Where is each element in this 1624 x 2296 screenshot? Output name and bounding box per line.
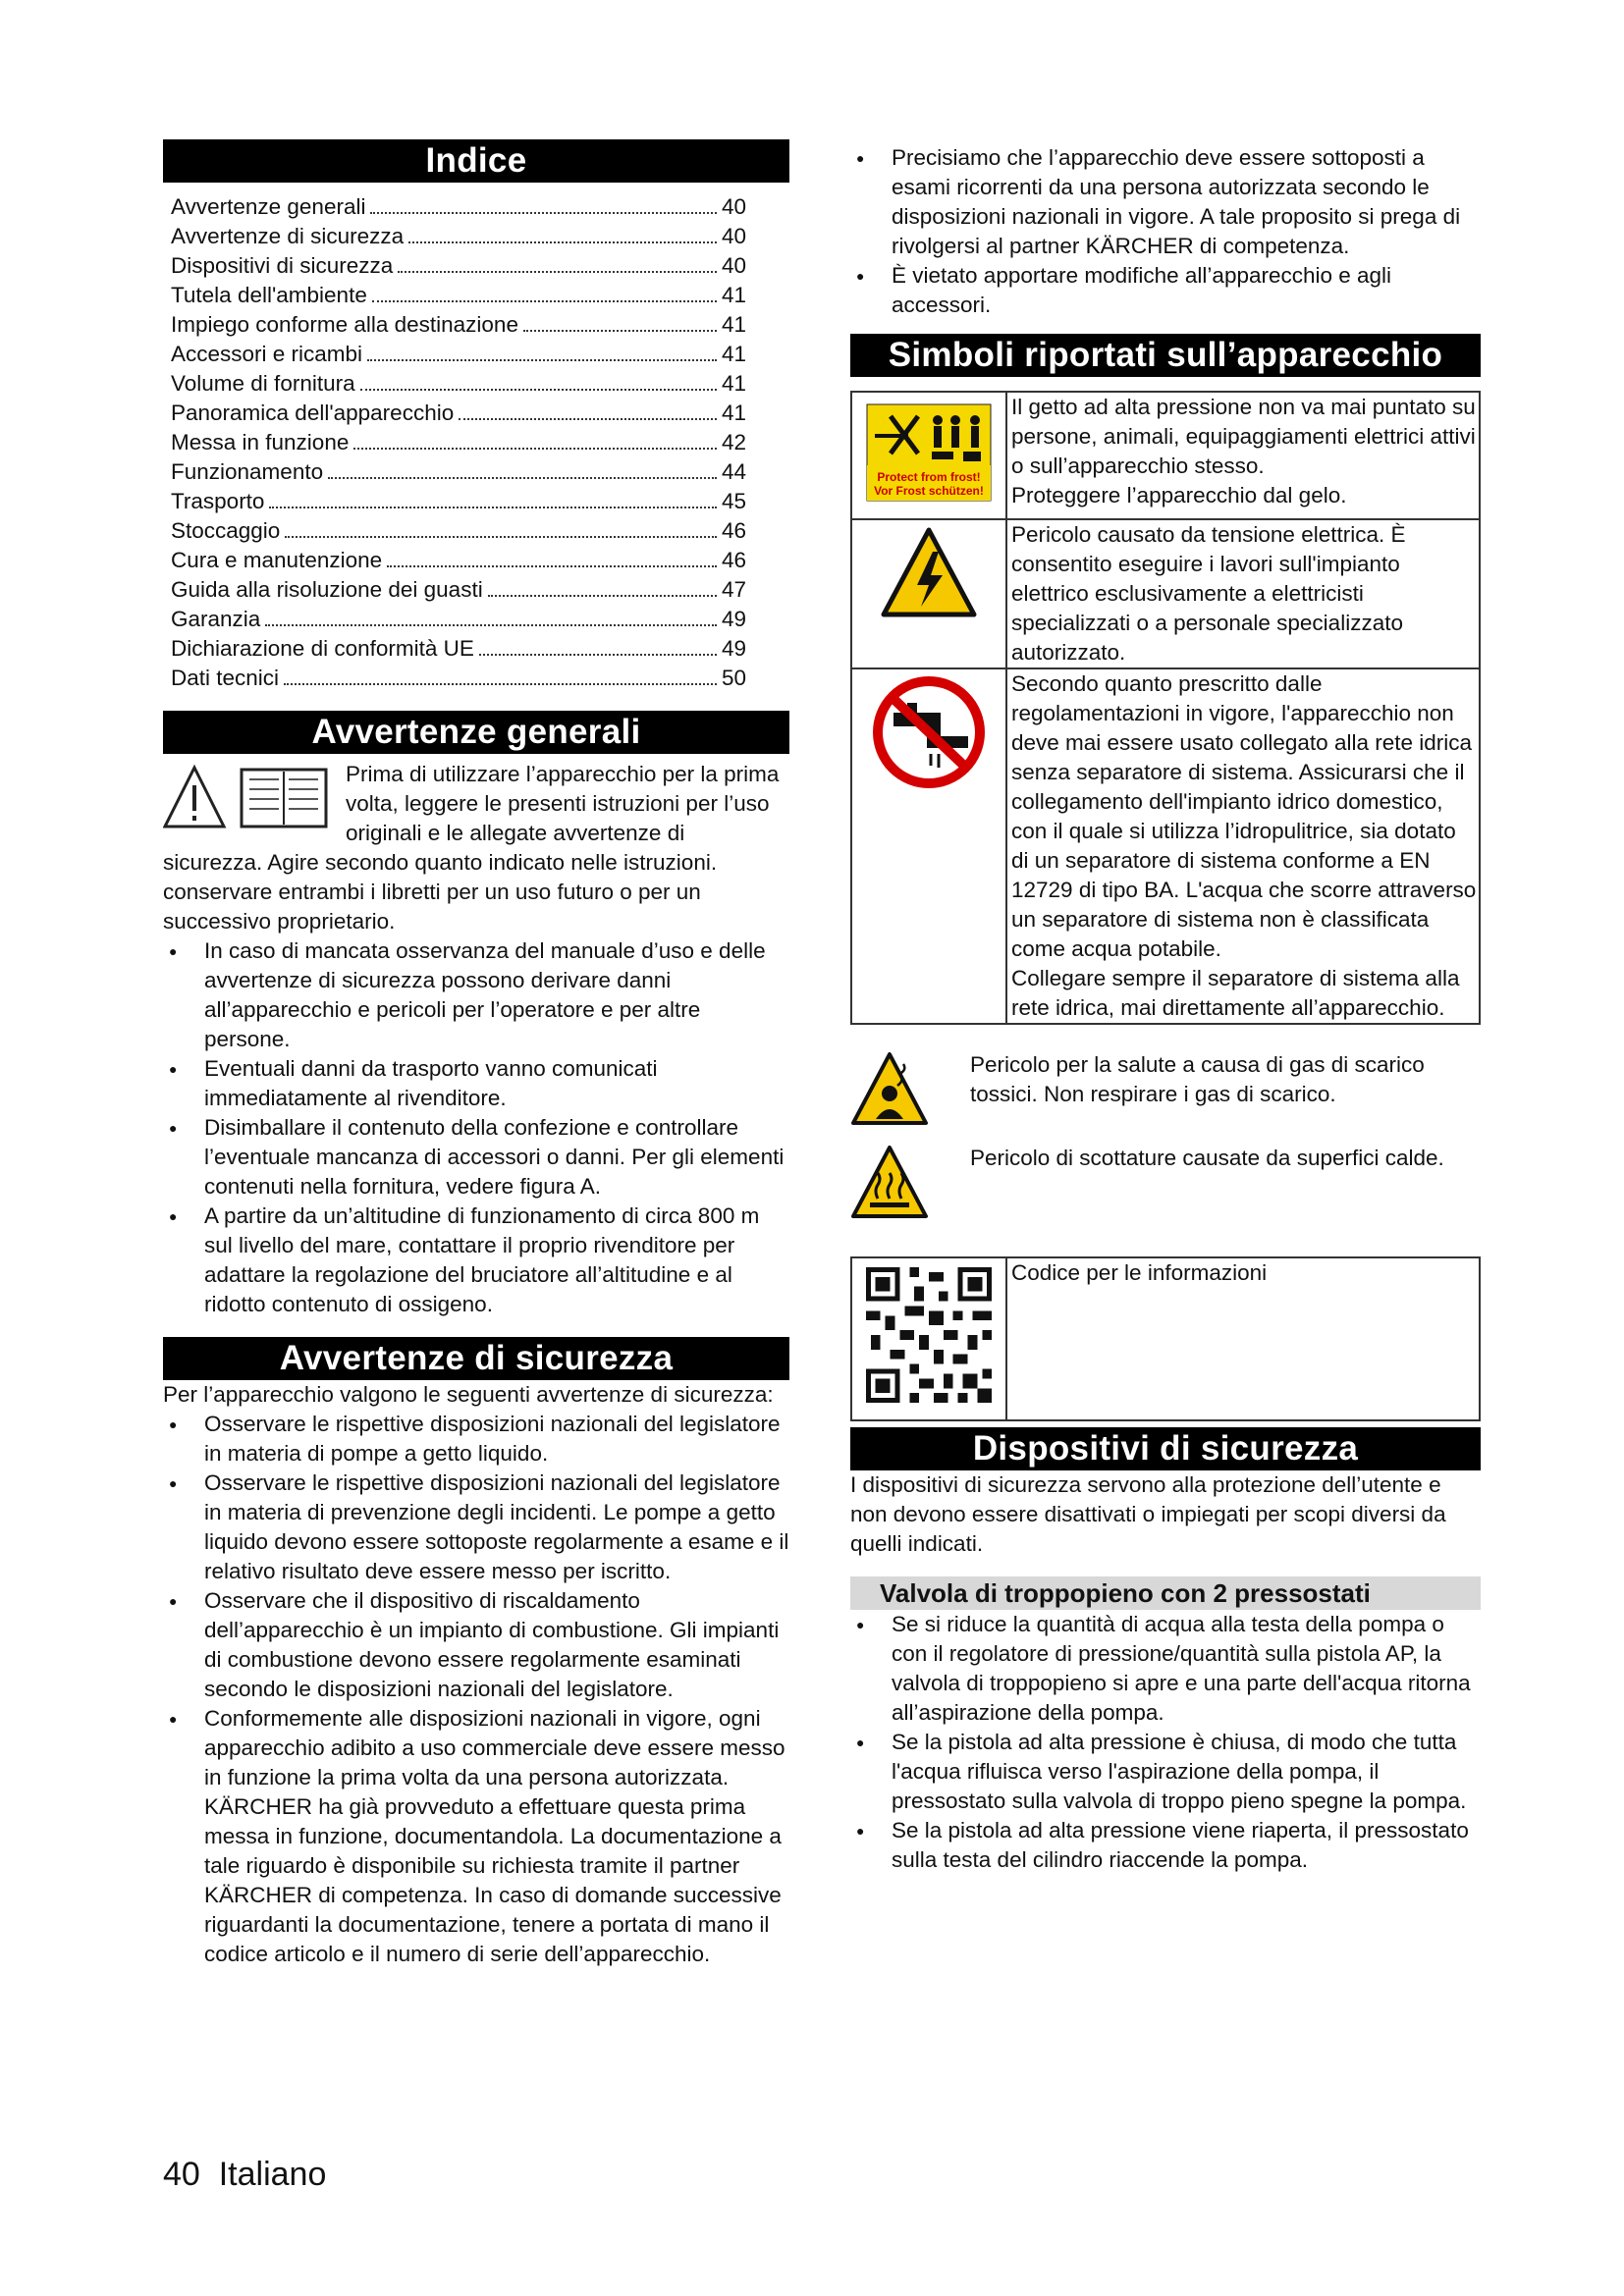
table-row — [851, 519, 1480, 668]
safety-heading: Avvertenze di sicurezza — [163, 1337, 789, 1380]
warning-triangle-icon — [165, 768, 224, 827]
left-column — [163, 139, 789, 1969]
table-row — [851, 392, 1480, 519]
hot-surface-text: Pericolo di scottature causate da superfici calde. — [970, 1146, 1444, 1170]
page-number: 40 — [163, 2156, 200, 2193]
toc-item[interactable]: Messa in funzione 42 — [171, 430, 746, 454]
devices-heading: Dispositivi di sicurezza — [850, 1427, 1481, 1470]
safety-bullet-list-continued — [850, 143, 1481, 320]
list-item: ● Osservare le rispettive disposizioni nazionali del legislatore in materia di pompe a getto liquido. — [163, 1410, 789, 1468]
general-heading: Avvertenze generali — [163, 711, 789, 754]
devices-intro-text: I dispositivi di sicurezza servono alla protezione dell’utente e non devono essere disattivati o impiegati per scopi diversi da quelli indicati. — [850, 1472, 1446, 1556]
symbols-heading: Simboli riportati sull’apparecchio — [850, 334, 1481, 377]
qr-code-icon[interactable] — [860, 1262, 998, 1408]
list-item: ● Se la pistola ad alta pressione viene riaperta, il pressostato sulla testa del cilindro riaccende la pompa. — [850, 1816, 1481, 1875]
list-item: ● A partire da un’altitudine di funzionamento di circa 800 m sul livello del mare, contattare il proprio rivenditore per adattare la regolazione del bruciatore all’altitudine e al ridotto contenuto di ossigeno. — [163, 1201, 789, 1319]
toc-item[interactable]: Cura e manutenzione 46 — [171, 548, 746, 572]
electrical-hazard-icon — [880, 524, 978, 622]
qr-description: Codice per le informazioni — [1006, 1257, 1480, 1420]
exhaust-gas-text: Pericolo per la salute a causa di gas di scarico tossici. Non respirare i gas di scarico. — [970, 1052, 1425, 1106]
list-item: ● Disimballare il contenuto della confezione e controllare l’eventuale mancanza di accessori o danni. Per gli elementi contenuti nella fornitura, vedere figura A. — [163, 1113, 789, 1201]
list-item: ● Precisiamo che l’apparecchio deve essere sottoposti a esami ricorrenti da una persona autorizzata secondo le disposizioni nazionali in vigore. A tale proposito si prega di rivolgersi al partner KÄRCHER di competenza. — [850, 143, 1481, 261]
toc-item[interactable]: Stoccaggio 46 — [171, 518, 746, 543]
frost-label-de: Vor Frost schützen! — [874, 484, 984, 498]
toc-item[interactable]: Avvertenze generali 40 — [171, 194, 746, 219]
list-item: ● Osservare che il dispositivo di riscaldamento dell’apparecchio è un impianto di combustione. Gli impianti di combustione devono essere regolarmente esaminati secondo le disposizioni nazionali del legislatore. — [163, 1586, 789, 1704]
toc-item[interactable]: Trasporto 45 — [171, 489, 746, 513]
manual-book-icon — [242, 770, 326, 827]
list-item: ● Se la pistola ad alta pressione è chiusa, di modo che tutta l'acqua rifluisca verso l'aspirazione della pompa, il pressostato sulla valvola di troppo pieno spegne la pompa. — [850, 1728, 1481, 1816]
toc-item[interactable]: Volume di fornitura 41 — [171, 371, 746, 396]
exhaust-gas-warning — [850, 1050, 1481, 1134]
list-item: ● Conformemente alle disposizioni nazionali in vigore, ogni apparecchio adibito a uso commerciale deve essere messo in funzione la prima volta da una persona autorizzata. KÄRCHER ha già provveduto a effettuare questa prima messa in funzione, documentandola. La documentazione a tale riguardo è disponibile su richiesta tramite il partner KÄRCHER di competenza. In caso di domande successive riguardanti la documentazione, tenere a portata di mano il codice articolo e il numero di serie dell’apparecchio. — [163, 1704, 789, 1969]
symbol-description: Il getto ad alta pressione non va mai puntato su persone, animali, equipaggiamenti elettrici attivi o sull’apparecchio stesso. Proteggere l’apparecchio dal gelo. — [1006, 392, 1480, 519]
page-footer — [163, 2156, 326, 2194]
table-of-contents — [163, 192, 789, 693]
frost-label-en: Protect from frost! — [877, 470, 981, 484]
safety-intro-text: Per l’apparecchio valgono le seguenti avvertenze di sicurezza: — [163, 1382, 774, 1407]
high-pressure-frost-icon — [861, 397, 997, 507]
list-item: ● È vietato apportare modifiche all’apparecchio e agli accessori. — [850, 261, 1481, 320]
toc-item[interactable]: Panoramica dell'apparecchio 41 — [171, 400, 746, 425]
toc-item[interactable]: Dispositivi di sicurezza 40 — [171, 253, 746, 278]
table-row — [851, 668, 1480, 1024]
overflow-valve-subheading: Valvola di troppopieno con 2 pressostati — [850, 1576, 1481, 1610]
symbol-description: Pericolo causato da tensione elettrica. È consentito eseguire i lavori sull'impianto elettrico esclusivamente a elettricisti specializzati o a personale specializzato autorizzato. — [1006, 519, 1480, 668]
qr-table — [850, 1256, 1481, 1421]
index-heading: Indice — [163, 139, 789, 183]
symbol-cell — [851, 519, 1006, 668]
toc-item[interactable]: Dichiarazione di conformità UE 49 — [171, 636, 746, 661]
right-column — [850, 143, 1481, 1875]
no-direct-water-connection-icon — [870, 673, 988, 791]
general-intro-block — [163, 760, 789, 936]
general-intro-text: Prima di utilizzare l’apparecchio per la prima volta, leggere le presenti istruzioni per l’uso originali e le allegate avvertenze di sicurezza. Agire secondo quanto indicato nelle istruzioni. — [163, 762, 780, 875]
toc-item[interactable]: Garanzia 49 — [171, 607, 746, 631]
footer-language: Italiano — [218, 2156, 327, 2193]
toc-item[interactable]: Tutela dell'ambiente 41 — [171, 283, 746, 307]
toxic-gas-icon — [850, 1050, 929, 1129]
toc-item[interactable]: Dati tecnici 50 — [171, 666, 746, 690]
symbol-cell — [851, 392, 1006, 519]
toc-item[interactable]: Guida alla risoluzione dei guasti 47 — [171, 577, 746, 602]
toc-item[interactable]: Impiego conforme alla destinazione 41 — [171, 312, 746, 337]
devices-bullet-list — [850, 1610, 1481, 1875]
warning-manual-icons — [163, 764, 336, 832]
symbol-description: Secondo quanto prescritto dalle regolamentazioni in vigore, l'apparecchio non deve mai essere usato collegato alla rete idrica senza separatore di sistema. Assicurarsi che il collegamento dell'impianto idrico domestico, con il quale si utilizza l’idropulitrice, sia dotato di un separatore di sistema conforme a EN 12729 di tipo BA. L'acqua che scorre attraverso un separatore di sistema non è classificata come acqua potabile. Collegare sempre il separatore di sistema alla rete idrica, mai direttamente all’apparecchio. — [1006, 668, 1480, 1024]
list-item: ● Eventuali danni da trasporto vanno comunicati immediatamente al rivenditore. — [163, 1054, 789, 1113]
toc-item[interactable]: Avvertenze di sicurezza 40 — [171, 224, 746, 248]
toc-item[interactable]: Funzionamento 44 — [171, 459, 746, 484]
hot-surface-icon — [850, 1144, 929, 1222]
list-item: ● In caso di mancata osservanza del manuale d’uso e delle avvertenze di sicurezza possono derivare danni all’apparecchio e pericoli per l’operatore e per altre persone. — [163, 936, 789, 1054]
toc-item[interactable]: Accessori e ricambi 41 — [171, 342, 746, 366]
list-item: ● Osservare le rispettive disposizioni nazionali del legislatore in materia di prevenzione degli incidenti. Le pompe a getto liquido devono essere sottoposte regolarmente a esame e il relativo risultato deve essere messo per iscritto. — [163, 1468, 789, 1586]
symbol-cell — [851, 668, 1006, 1024]
general-bullet-list — [163, 936, 789, 1319]
qr-cell — [851, 1257, 1006, 1420]
table-row — [851, 1257, 1480, 1420]
safety-bullet-list — [163, 1410, 789, 1969]
hot-surface-warning — [850, 1144, 1481, 1227]
general-keep-text: conservare entrambi i libretti per un uso futuro o per un successivo proprietario. — [163, 880, 701, 934]
list-item: ● Se si riduce la quantità di acqua alla testa della pompa o con il regolatore di pressione/quantità sulla pistola AP, la valvola di troppopieno si apre e una parte dell'acqua ritorna all’aspirazione della pompa. — [850, 1610, 1481, 1728]
symbols-table — [850, 391, 1481, 1025]
